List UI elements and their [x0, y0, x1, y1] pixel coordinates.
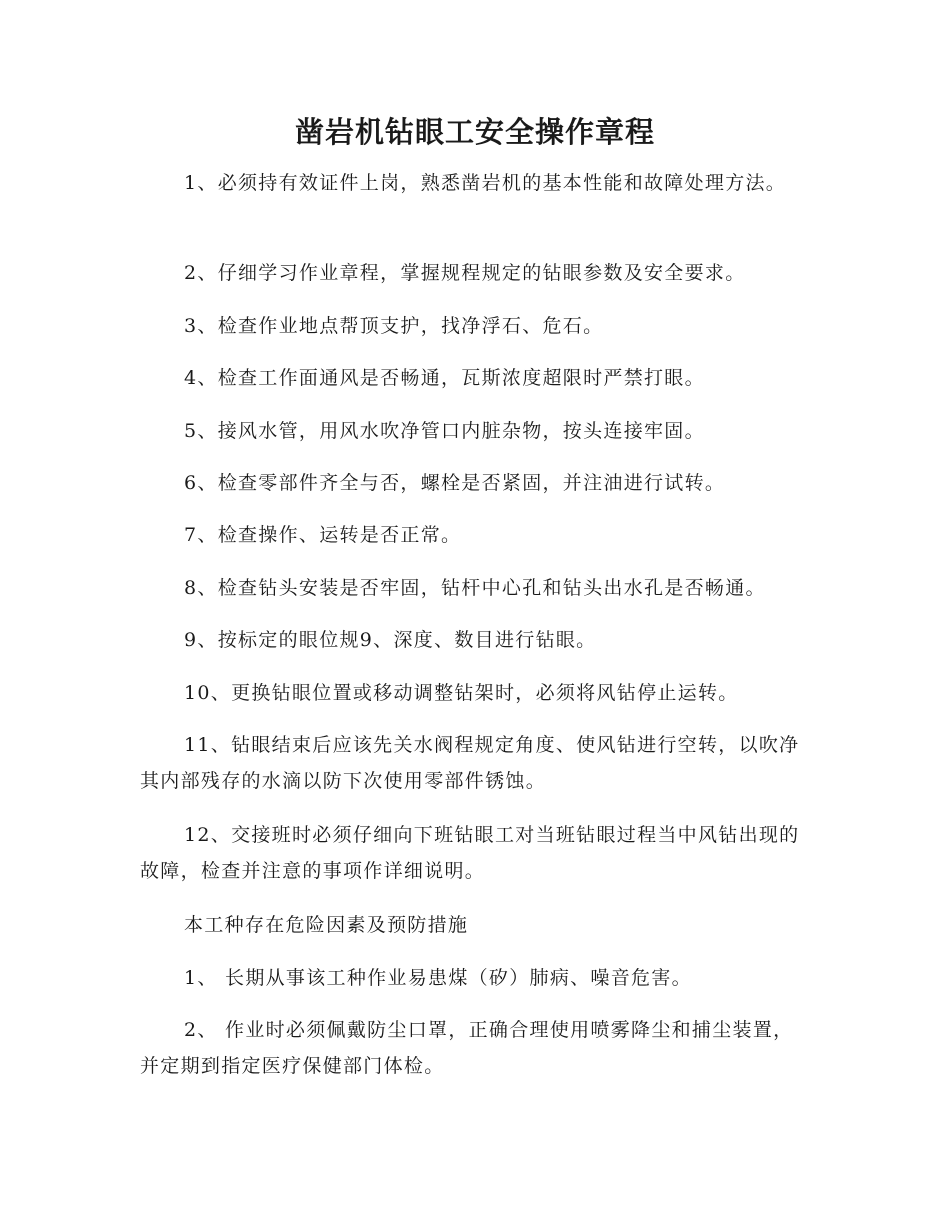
paragraph-item-12: 12、交接班时必须仔细向下班钻眼工对当班钻眼过程当中风钻出现的故障，检查并注意的事项作详细说明。	[140, 824, 800, 882]
paragraph-item-6: 6、检查零部件齐全与否，螺栓是否紧固，并注油进行试转。	[184, 472, 726, 494]
paragraph-item-7: 7、检查操作、运转是否正常。	[184, 524, 462, 546]
document-title: 凿岩机钻眼工安全操作章程	[294, 115, 655, 149]
paragraph-item-11: 11、钻眼结束后应该先关水阀程规定角度、使风钻进行空转，以吹净其内部残存的水滴以防下次使用零部件锈蚀。	[140, 734, 800, 792]
paragraph-item-8: 8、检查钻头安装是否牢固，钻杆中心孔和钻头出水孔是否畅通。	[184, 577, 766, 599]
paragraph-item-10: 10、更换钻眼位置或移动调整钻架时，必须将风钻停止运转。	[184, 682, 739, 704]
paragraph-item-2: 2、仔细学习作业章程，掌握规程规定的钻眼参数及安全要求。	[184, 262, 746, 284]
section-heading-hazards: 本工种存在危险因素及预防措施	[184, 914, 469, 936]
paragraph-item-9: 9、按标定的眼位规9、深度、数目进行钻眼。	[184, 629, 597, 651]
paragraph-item-3: 3、检查作业地点帮顶支护，找净浮石、危石。	[184, 315, 604, 337]
paragraph-item-1: 1、必须持有效证件上岗，熟悉凿岩机的基本性能和故障处理方法。	[184, 172, 787, 194]
paragraph-item-5: 5、接风水管，用风水吹净管口内脏杂物，按头连接牢固。	[184, 420, 705, 442]
hazard-item-1: 1、 长期从事该工种作业易患煤（矽）肺病、噪音危害。	[184, 967, 692, 989]
hazard-item-2: 2、 作业时必须佩戴防尘口罩，正确合理使用喷雾降尘和捕尘装置，并定期到指定医疗保健部门体检。	[140, 1019, 794, 1077]
paragraph-item-4: 4、检查工作面通风是否畅通，瓦斯浓度超限时严禁打眼。	[184, 367, 705, 389]
